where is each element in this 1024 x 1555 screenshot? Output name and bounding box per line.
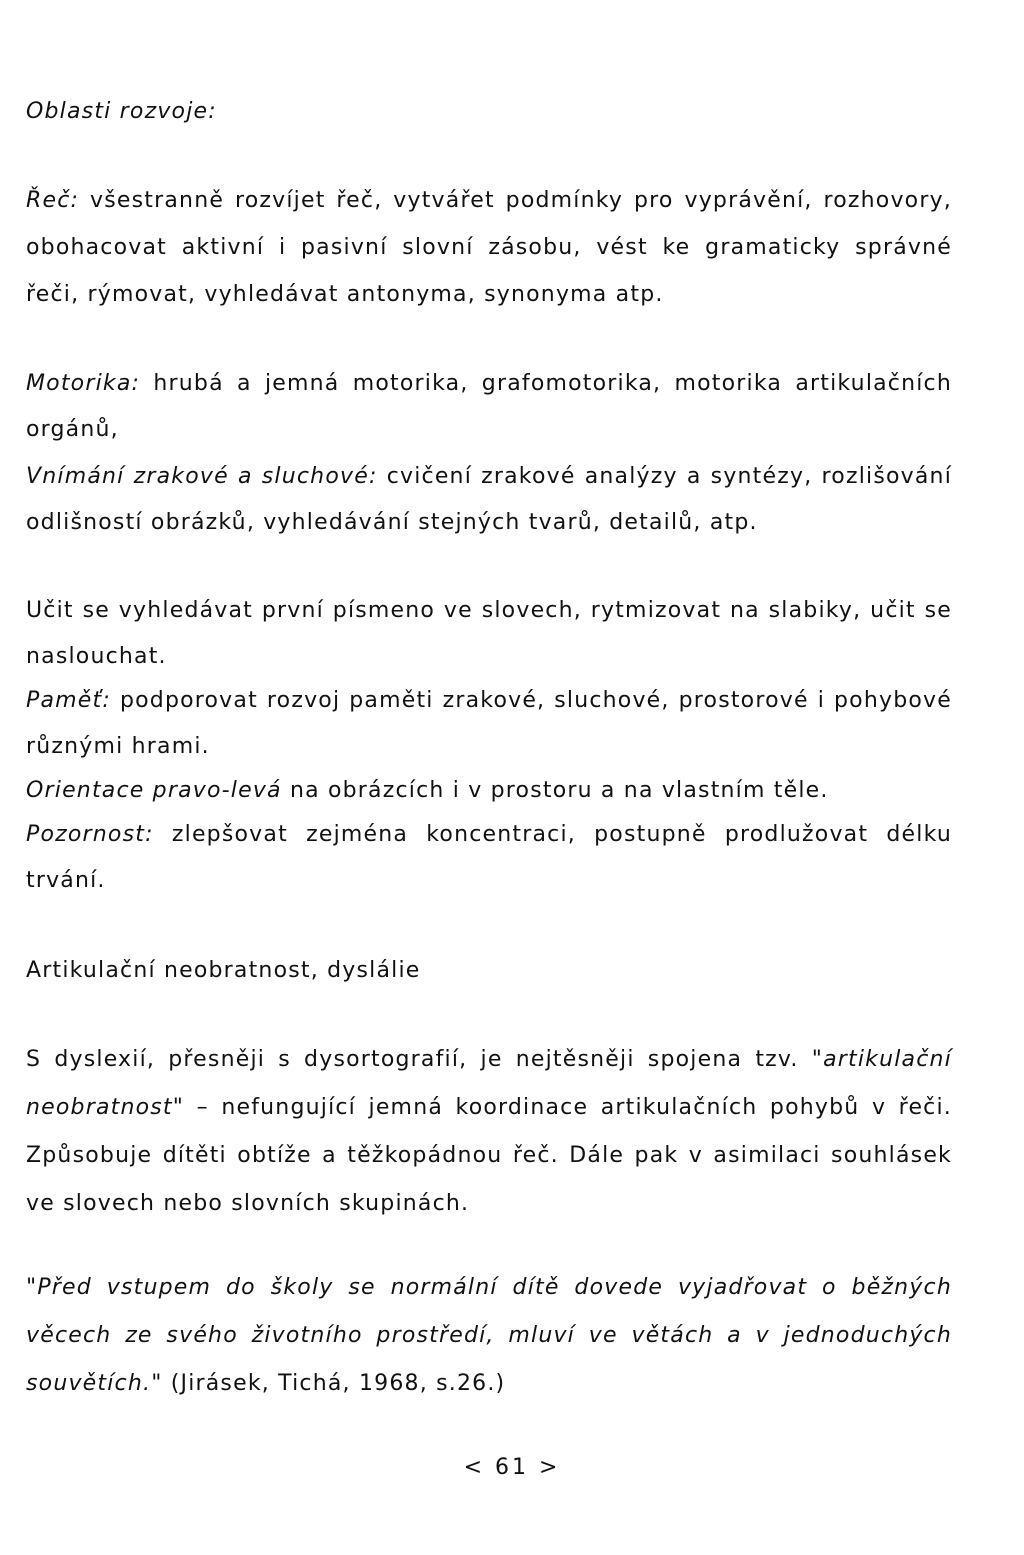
text-orientace: na obrázcích i v prostoru a na vlastním těle. [281, 778, 829, 803]
paragraph-rec [26, 177, 952, 318]
text-dyslexie-intro: S dyslexií, přesněji s dysortografií, je nejtěsněji spojena tzv. [26, 1047, 812, 1072]
section-title: Artikulační neobratnost, dyslálie [26, 958, 421, 983]
text-dyslexie: – nefungující jemná koordinace artikulačních pohybů v řeči. Způsobuje dítěti obtíže a těžkopádnou řeč. Dále pak v asimilaci souhlásek ve slovech nebo slovních skupinách. [26, 1095, 952, 1216]
term-artikulacni-neobratnost: "artikulační neobratnost" [26, 1047, 952, 1120]
text-ucit: Učit se vyhledávat první písmeno ve slovech, rytmizovat na slabiky, učit se naslouchat. [26, 598, 952, 669]
text-vnimani: cvičení zrakové analýzy a syntézy, rozlišování odlišností obrázků, vyhledávání stejných tvarů, detailů, atp. [26, 464, 953, 535]
quote-paragraph [26, 1264, 952, 1408]
text-pamet: podporovat rozvoj paměti zrakové, sluchové, prostorové i pohybové různými hrami. [26, 688, 952, 759]
paragraph-pozornost [26, 812, 952, 904]
term-pamet: Paměť: [26, 688, 111, 713]
paragraph-motorika [26, 361, 952, 453]
term-rec: Řeč: [26, 188, 80, 213]
text-motorika: hrubá a jemná motorika, grafomotorika, motorika artikulačních orgánů, [26, 371, 952, 442]
term-motorika: Motorika: [26, 371, 141, 396]
paragraph-dyslexie [26, 1036, 952, 1228]
text-rec: všestranně rozvíjet řeč, vytvářet podmínky pro vyprávění, rozhovory, obohacovat aktivní i pasivní slovní zásobu, vést ke gramaticky správné řeči, rýmovat, vyhledávat antonyma, synonyma atp. [26, 188, 952, 307]
term-orientace: Orientace pravo-levá [26, 778, 282, 803]
quote-text: Před vstupem do školy se normální dítě dovede vyjadřovat o běžných věcech ze svého životního prostředí, mluví ve větách a v jednoduchých souvětích. [26, 1275, 952, 1396]
quote-citation: (Jirásek, Tichá, 1968, s.26.) [162, 1371, 506, 1396]
term-vnimani: Vnímání zrakové a sluchové: [26, 464, 378, 489]
section-heading: Oblasti rozvoje: [26, 99, 217, 124]
text-pozornost: zlepšovat zejména koncentraci, postupně prodlužovat délku trvání. [26, 822, 952, 893]
quote-open-mark: " [26, 1275, 38, 1300]
term-pozornost: Pozornost: [26, 822, 154, 847]
paragraph-pamet [26, 678, 952, 770]
paragraph-vnimani [26, 454, 952, 546]
paragraph-ucit [26, 588, 952, 680]
paragraph-orientace [26, 768, 952, 814]
page-number: < 61 > [463, 1455, 561, 1480]
quote-close-mark: " [151, 1371, 163, 1396]
